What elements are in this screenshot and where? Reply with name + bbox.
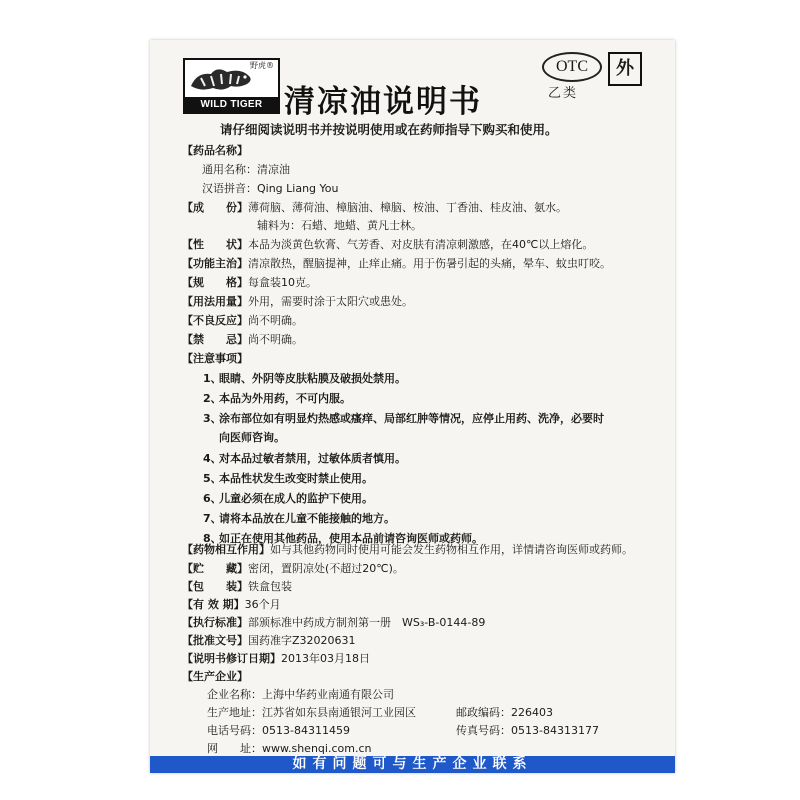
manufacturer-website: 网 址：www.shenqi.com.cn bbox=[207, 742, 372, 755]
properties-label: 【性 状】 bbox=[182, 238, 248, 251]
precaution-item: 8、如正在使用其他药品，使用本品前请咨询医师或药师。 bbox=[203, 532, 483, 545]
reading-notice: 请仔细阅读说明书并按说明使用或在药师指导下购买和使用。 bbox=[220, 122, 558, 137]
precaution-item: 7、请将本品放在儿童不能接触的地方。 bbox=[203, 512, 395, 525]
otc-class-label: 乙类 bbox=[548, 86, 579, 101]
contraindications-label: 【禁 忌】 bbox=[182, 333, 248, 346]
logo-english-text: WILD TIGER bbox=[185, 97, 278, 112]
interactions-label: 【药物相互作用】 bbox=[182, 543, 270, 556]
pinyin-name: 汉语拼音：Qing Liang You bbox=[202, 182, 339, 195]
precaution-item: 4、对本品过敏者禁用，过敏体质者慎用。 bbox=[203, 452, 406, 465]
manufacturer-postcode: 邮政编码：226403 bbox=[456, 706, 553, 719]
generic-name: 通用名称：清凉油 bbox=[202, 163, 290, 176]
specification-label: 【规 格】 bbox=[182, 276, 248, 289]
validity-text: 36个月 bbox=[244, 598, 281, 611]
revision-label: 【说明书修订日期】 bbox=[182, 652, 281, 665]
packaging-row bbox=[182, 578, 292, 594]
contact-banner: 如有问题可与生产企业联系 bbox=[150, 756, 675, 773]
revision-text: 2013年03月18日 bbox=[281, 652, 370, 665]
precaution-item: 2、本品为外用药，不可内服。 bbox=[203, 392, 351, 405]
specification-row bbox=[182, 274, 317, 290]
leaflet-sheet bbox=[150, 40, 675, 773]
storage-label: 【贮 藏】 bbox=[182, 562, 248, 575]
manufacturer-phone: 电话号码：0513-84311459 bbox=[207, 724, 350, 737]
precaution-item: 1、眼睛、外阴等皮肤粘膜及破损处禁用。 bbox=[203, 372, 406, 385]
external-use-badge: 外 bbox=[608, 52, 642, 86]
manufacturer-name: 企业名称：上海中华药业南通有限公司 bbox=[207, 688, 394, 701]
standard-label: 【执行标准】 bbox=[182, 616, 248, 629]
precaution-item: 5、本品性状发生改变时禁止使用。 bbox=[203, 472, 373, 485]
precautions-header: 【注意事项】 bbox=[182, 352, 248, 365]
usage-row bbox=[182, 293, 413, 309]
packaging-label: 【包 装】 bbox=[182, 580, 248, 593]
validity-row bbox=[182, 596, 281, 612]
storage-text: 密闭，置阴凉处(不超过20℃)。 bbox=[248, 562, 404, 575]
adverse-label: 【不良反应】 bbox=[182, 314, 248, 327]
approval-label: 【批准文号】 bbox=[182, 634, 248, 647]
specification-text: 每盒装10克。 bbox=[248, 276, 317, 289]
contraindications-row bbox=[182, 331, 303, 347]
precaution-item-continued: 向医师咨询。 bbox=[219, 431, 285, 444]
properties-row bbox=[182, 236, 593, 252]
ingredients-row bbox=[182, 199, 567, 215]
approval-text: 国药准字Z32020631 bbox=[248, 634, 356, 647]
ingredients-label: 【成 份】 bbox=[182, 201, 248, 214]
drug-name-header: 【药品名称】 bbox=[182, 144, 248, 157]
page-title: 清凉油说明书 bbox=[284, 84, 482, 120]
validity-label: 【有 效 期】 bbox=[182, 598, 245, 611]
wild-tiger-logo bbox=[183, 58, 280, 114]
manufacturer-header: 【生产企业】 bbox=[182, 670, 248, 683]
precaution-item: 3、涂布部位如有明显灼热感或瘙痒、局部红肿等情况，应停止用药、洗净，必要时 bbox=[203, 412, 604, 425]
usage-label: 【用法用量】 bbox=[182, 295, 248, 308]
approval-row bbox=[182, 632, 356, 648]
interactions-text: 如与其他药物同时使用可能会发生药物相互作用，详情请咨询医师或药师。 bbox=[270, 543, 633, 556]
interactions-row bbox=[182, 541, 633, 557]
indications-label: 【功能主治】 bbox=[182, 257, 248, 270]
excipients-text: 辅料为：石蜡、地蜡、黄凡士林。 bbox=[257, 219, 422, 232]
properties-text: 本品为淡黄色软膏、气芳香、对皮肤有清凉刺激感，在40℃以上熔化。 bbox=[248, 238, 594, 251]
contraindications-text: 尚不明确。 bbox=[248, 333, 303, 346]
usage-text: 外用，需要时涂于太阳穴或患处。 bbox=[248, 295, 413, 308]
revision-row bbox=[182, 650, 370, 666]
manufacturer-address: 生产地址：江苏省如东县南通银河工业园区 bbox=[207, 706, 416, 719]
tiger-icon bbox=[187, 62, 257, 96]
indications-row bbox=[182, 255, 611, 271]
logo-chinese-text: 野虎® bbox=[250, 61, 274, 70]
storage-row bbox=[182, 560, 404, 576]
standard-text: 部颁标准中药成方制剂第一册 WS₃-B-0144-89 bbox=[248, 616, 486, 629]
adverse-row bbox=[182, 312, 303, 328]
adverse-text: 尚不明确。 bbox=[248, 314, 303, 327]
precaution-item: 6、儿童必须在成人的监护下使用。 bbox=[203, 492, 373, 505]
otc-badge: OTC bbox=[542, 52, 602, 82]
standard-row bbox=[182, 614, 485, 630]
packaging-text: 铁盒包装 bbox=[248, 580, 292, 593]
manufacturer-fax: 传真号码：0513-84313177 bbox=[456, 724, 599, 737]
ingredients-text: 薄荷脑、薄荷油、樟脑油、樟脑、桉油、丁香油、桂皮油、氨水。 bbox=[248, 201, 567, 214]
indications-text: 清凉散热，醒脑提神，止痒止痛。用于伤暑引起的头痛，晕车、蚊虫叮咬。 bbox=[248, 257, 611, 270]
